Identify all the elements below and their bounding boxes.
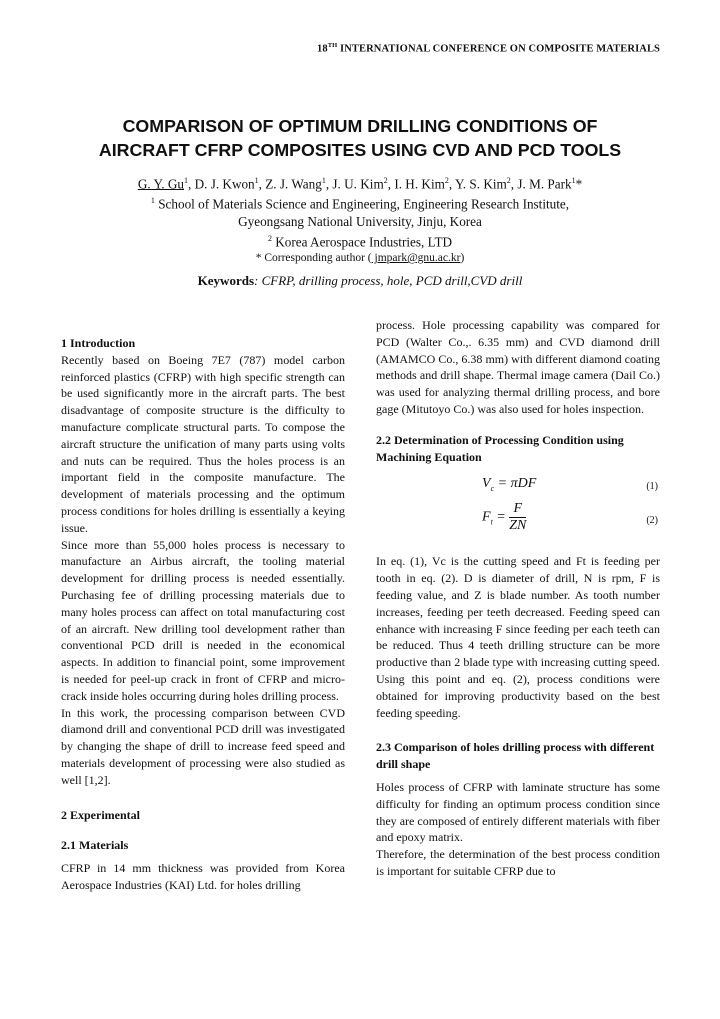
author-name: I. H. Kim xyxy=(394,176,445,192)
equation-2: $F_t$ = $\frac{F}{ZN}$ (2) xyxy=(482,501,658,534)
email-link[interactable]: jmpark@gnu.ac.kr xyxy=(371,252,461,265)
affiliation-2: $^2$ Korea Aerospace Industries, LTD xyxy=(267,233,453,250)
author-block xyxy=(40,172,680,267)
running-header: 18TH INTERNATIONAL CONFERENCE ON COMPOSITE MATERIALS xyxy=(317,42,660,55)
section-heading-experimental: 2 Experimental xyxy=(61,807,140,822)
fraction: $\frac{F}{ZN}$ xyxy=(509,501,527,534)
corresponding-mark: * xyxy=(575,176,583,192)
affiliation-1-cont: Gyeongsang National University, Jinju, Korea xyxy=(238,213,482,229)
author-name: Y. S. Kim xyxy=(454,176,507,192)
corresponding-author: * Corresponding author ( jmpark@gnu.ac.kr) xyxy=(255,252,465,265)
intro-paragraph-1: Recently based on Boeing 7E7 (787) model carbon reinforced plastics (CFRP) with high specific strength can be used significantly more in the aircraft parts. The best disadvantage of composite structure is the difficulty to manufacture complicate structural parts. To compose the aircraft structure the unification of many parts using volts and nuts can be required. Thus the holes process is an important field in the composite manufacture. The development of materials processing and the optimum process conditions for holes drilling is essentially a keying issue. xyxy=(61,352,345,535)
drill-shape-paragraph-1: Holes process of CFRP with laminate structure has some difficulty for finding an optimum process condition since they are composed of entirely different materials with fiber and epoxy matrix. xyxy=(376,779,660,845)
left-column xyxy=(61,335,345,894)
experimental-paragraph: process. Hole processing capability was compared for PCD (Walter Co.,. 6.35 mm) and CVD diamond drill (AMAMCO Co., 6.38 mm) with different diamond coating methods and drill shape. Thermal image camera (Dail Co.) was used for analyzing thermal drilling process, and bore gage (Mitutoyo Co.) was also used for holes inspection. xyxy=(376,318,660,416)
author-name: D. J. Kwon xyxy=(194,176,255,192)
keywords-line xyxy=(40,273,680,289)
equation-1: $V_c = \pi DF$ (1) xyxy=(376,473,660,499)
affiliation-1: $^1$ School of Materials Science and Engineering, Engineering Research Institute, xyxy=(150,196,570,212)
equation-explanation-paragraph: In eq. (1), Vc is the cutting speed and Ft is feeding per tooth in eq. (2). D is diameter of drill, N is rpm, F is feeding value, and Z is blade number. As tooth number increases, feeding per teeth decreased. Feeding speed can enhance with increasing F since feeding per each teeth can be reduced. Thus 4 teeth drilling structure can be more productive than 2 blade type with increasing cutting speed. Using this point and eq. (2), process conditions were obtained for improving productivity based on the best feeding speeding. xyxy=(376,554,660,720)
materials-paragraph: CFRP in 14 mm thickness was provided from Korea Aerospace Industries (KAI) Ltd. for holes drilling xyxy=(61,861,345,892)
intro-paragraph-3: In this work, the processing comparison between CVD diamond drill and conventional PCD drill was investigated by changing the shape of drill to increase feed speed and materials development of processing were also studied as well [1,2]. xyxy=(61,705,345,787)
keywords-label: Keywords xyxy=(197,273,255,288)
intro-paragraph-2: Since more than 55,000 holes process is necessary to manufacture an Airbus aircraft, the tooling material development for drilling process is needed essentially. Purchasing fee of drilling processing materials due to many holes process can affect on total manufacturing cost of an aircraft. New drilling tool development rather than conventional PCD drill is needed in the economical aspects. In addition to financial point, some improvement is needed for peel-up crack in front of CFRP and micro-crack inside holes occurring during holes drilling process. xyxy=(61,537,345,703)
section-heading-introduction: 1 Introduction xyxy=(61,336,136,350)
right-column xyxy=(376,317,660,880)
author-list: G. Y. Gu$^1$, D. J. Kwon$^1$, Z. J. Wang$^1$, J. U. Kim$^2$, I. H. Kim$^2$, Y. S. Kim$^2$, J. M. Park$^1$* xyxy=(137,176,583,192)
drill-shape-paragraph-2: Therefore, the determination of the best process condition is important for suitable CFRP due to xyxy=(376,847,660,878)
title-line-1: COMPARISON OF OPTIMUM DRILLING CONDITIONS OF xyxy=(122,116,598,136)
equation-2-number: (2) xyxy=(646,515,658,527)
author-name: Z. J. Wang xyxy=(265,176,322,192)
subsection-heading-drill-shape: 2.3 Comparison of holes drilling process with different drill shape xyxy=(376,740,655,772)
subsection-heading-materials: 2.1 Materials xyxy=(61,838,129,853)
equation-1-number: (1) xyxy=(646,481,658,493)
keywords-text: : CFRP, drilling process, hole, PCD drill,CVD drill xyxy=(254,273,523,288)
author-name: J. M. Park xyxy=(517,176,572,192)
paper-title xyxy=(40,114,680,162)
subsection-heading-machining-equation: 2.2 Determination of Processing Condition using Machining Equation xyxy=(376,432,624,464)
title-line-2: AIRCRAFT CFRP COMPOSITES USING CVD AND PCD TOOLS xyxy=(98,140,622,160)
author-name: G. Y. Gu xyxy=(137,176,184,192)
author-name: J. U. Kim xyxy=(332,176,384,192)
